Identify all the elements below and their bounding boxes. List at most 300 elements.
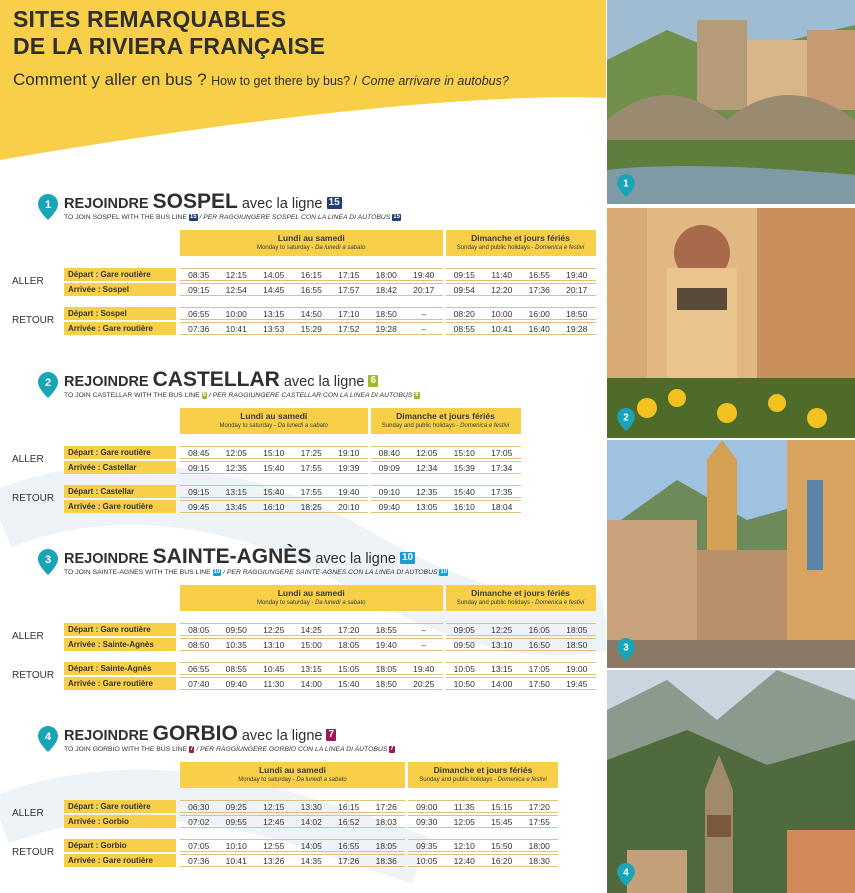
section-subheading <box>64 214 401 221</box>
time-cell: 19:40 <box>413 270 435 280</box>
time-cell: 19:00 <box>566 664 588 674</box>
time-cell: 17:50 <box>528 679 550 689</box>
time-cell: 07:36 <box>188 324 210 334</box>
time-cell: 18:05 <box>566 625 588 635</box>
sunday-times-row <box>371 461 521 474</box>
sunday-header <box>408 762 558 788</box>
section-heading <box>64 368 378 392</box>
location-pin-icon <box>617 638 635 661</box>
time-cell: 16:20 <box>491 856 513 866</box>
heading-place: SAINTE-AGNÈS <box>152 545 312 568</box>
time-cell: 10:41 <box>491 324 513 334</box>
time-cell: 13:15 <box>491 664 513 674</box>
time-cell: 07:40 <box>188 679 210 689</box>
sunday-header <box>446 585 596 611</box>
time-cell: 09:50 <box>453 640 475 650</box>
sunday-times-row <box>446 322 596 335</box>
time-cell: 19:40 <box>338 487 360 497</box>
location-pin-icon <box>38 372 58 398</box>
row-label: Départ : Castellar <box>64 485 176 498</box>
sunday-title: Dimanche et jours fériés <box>433 765 533 775</box>
weekday-times-row <box>180 854 405 867</box>
sunday-times-row <box>446 638 596 651</box>
direction-aller: ALLER <box>12 808 44 819</box>
time-cell: 11:35 <box>453 802 475 812</box>
weekday-subtitle-it: Da lunedì a sabato <box>315 600 366 606</box>
time-cell: 09:09 <box>378 463 400 473</box>
subtitle-fr: Comment y aller en bus ? <box>13 70 207 89</box>
sunday-times-row <box>371 446 521 459</box>
time-cell: 10:50 <box>453 679 475 689</box>
time-cell: 16:10 <box>453 502 475 512</box>
time-cell: 18:50 <box>566 640 588 650</box>
direction-retour: RETOUR <box>12 493 55 504</box>
weekday-subtitle-it: Da lunedì a sabato <box>296 777 347 783</box>
time-cell: 18:25 <box>300 502 322 512</box>
section-heading <box>64 190 342 214</box>
svg-text:2: 2 <box>44 377 52 389</box>
svg-text:3: 3 <box>44 554 52 566</box>
time-cell: – <box>421 640 427 650</box>
weekday-subtitle-it: Da lunedì a sabato <box>277 423 328 429</box>
time-cell: 17:26 <box>338 856 360 866</box>
page-title <box>13 6 325 60</box>
sunday-times-row <box>371 485 521 498</box>
time-cell: 10:05 <box>416 856 438 866</box>
time-cell: 08:35 <box>188 270 210 280</box>
time-cell: 09:15 <box>188 463 210 473</box>
bus-line-badge-small: 10 <box>440 569 448 575</box>
title-line-1: SITES REMARQUABLES <box>13 6 287 32</box>
route-section-4 <box>10 722 600 882</box>
section-subheading <box>64 392 420 399</box>
sunday-title: Dimanche et jours fériés <box>471 588 570 598</box>
weekday-header <box>180 408 368 434</box>
time-cell: 12:05 <box>225 448 247 458</box>
location-pin-icon <box>38 194 58 220</box>
time-cell: 13:15 <box>263 309 285 319</box>
subheading-en: TO JOIN SAINTE-AGNES WITH THE BUS LINE <box>64 569 213 576</box>
time-cell: 16:52 <box>338 817 360 827</box>
time-cell: 08:45 <box>188 448 210 458</box>
row-label: Arrivée : Gare routière <box>64 500 176 513</box>
time-cell: 17:05 <box>528 664 550 674</box>
heading-lead: REJOINDRE <box>64 374 153 390</box>
time-cell: 20:10 <box>338 502 360 512</box>
time-cell: 06:55 <box>188 664 210 674</box>
sunday-subtitle-it: Domenica e festivi <box>535 600 585 606</box>
time-cell: 17:57 <box>338 285 360 295</box>
time-cell: 14:02 <box>300 817 322 827</box>
time-cell: – <box>421 309 427 319</box>
time-cell: 17:55 <box>300 463 322 473</box>
heading-place: GORBIO <box>152 722 238 745</box>
heading-avec: avec la ligne <box>237 196 327 212</box>
time-cell: 17:10 <box>338 309 360 319</box>
time-cell: 19:28 <box>375 324 397 334</box>
sunday-times-row <box>446 283 596 296</box>
time-cell: 15:29 <box>300 324 322 334</box>
time-cell: 07:36 <box>188 856 210 866</box>
time-cell: – <box>421 625 427 635</box>
time-cell: 19:40 <box>413 664 435 674</box>
gorbio-valley-photo <box>607 670 855 893</box>
time-cell: 20:17 <box>566 285 588 295</box>
location-pin-icon <box>617 174 635 197</box>
time-cell: 18:55 <box>375 625 397 635</box>
time-cell: 13:15 <box>225 487 247 497</box>
sunday-times-row <box>408 839 558 852</box>
time-cell: 14:35 <box>300 856 322 866</box>
row-label: Arrivée : Gare routière <box>64 677 176 690</box>
weekday-times-row <box>180 283 443 296</box>
time-cell: 09:40 <box>225 679 247 689</box>
time-cell: 15:40 <box>453 487 475 497</box>
time-cell: 16:15 <box>300 270 322 280</box>
svg-text:1: 1 <box>44 199 52 211</box>
sunday-times-row <box>446 677 596 690</box>
time-cell: 12:05 <box>453 817 475 827</box>
time-cell: 13:53 <box>263 324 285 334</box>
weekday-times-row <box>180 307 443 320</box>
location-pin-icon <box>617 863 635 886</box>
subheading-en: TO JOIN CASTELLAR WITH THE BUS LINE <box>64 392 202 399</box>
row-label: Départ : Gare routière <box>64 623 176 636</box>
time-cell: 13:05 <box>416 502 438 512</box>
row-label: Départ : Sainte-Agnès <box>64 662 176 675</box>
time-cell: 15:05 <box>338 664 360 674</box>
route-section-1 <box>10 190 600 350</box>
time-cell: 16:15 <box>338 802 360 812</box>
time-cell: 19:40 <box>566 270 588 280</box>
time-cell: 17:55 <box>300 487 322 497</box>
time-cell: 16:10 <box>263 502 285 512</box>
row-label: Départ : Gorbio <box>64 839 176 852</box>
time-cell: 18:50 <box>375 309 397 319</box>
time-cell: 19:39 <box>338 463 360 473</box>
time-cell: 09:15 <box>188 487 210 497</box>
sunday-times-row <box>446 662 596 675</box>
sunday-header <box>446 230 596 256</box>
time-cell: 18:05 <box>338 640 360 650</box>
weekday-header <box>180 585 443 611</box>
time-cell: 19:40 <box>375 640 397 650</box>
row-label: Arrivée : Sospel <box>64 283 176 296</box>
sunday-times-row <box>371 500 521 513</box>
weekday-header <box>180 230 443 256</box>
heading-lead: REJOINDRE <box>64 728 153 744</box>
bus-line-badge: 15 <box>328 197 340 208</box>
time-cell: 12:35 <box>416 487 438 497</box>
time-cell: 15:39 <box>453 463 475 473</box>
sunday-times-row <box>446 623 596 636</box>
bus-line-badge-small: 7 <box>190 746 194 752</box>
section-subheading <box>64 569 448 576</box>
location-pin-icon <box>38 549 58 575</box>
weekday-times-row <box>180 446 368 459</box>
weekday-times-row <box>180 800 405 813</box>
time-cell: 18:36 <box>375 856 397 866</box>
direction-retour: RETOUR <box>12 847 55 858</box>
heading-avec: avec la ligne <box>237 728 327 744</box>
sunday-times-row <box>408 800 558 813</box>
time-cell: 12:20 <box>491 285 513 295</box>
weekday-times-row <box>180 815 405 828</box>
location-pin-icon <box>617 408 635 431</box>
sunday-subtitle: Sunday and public holidays - Domenica e festivi <box>456 245 585 251</box>
time-cell: 17:20 <box>528 802 550 812</box>
time-cell: 13:10 <box>491 640 513 650</box>
title-line-2: DE LA RIVIERA FRANÇAISE <box>13 33 326 59</box>
bus-line-badge: 7 <box>328 729 335 740</box>
section-heading <box>64 722 336 746</box>
sunday-times-row <box>408 815 558 828</box>
svg-text:1: 1 <box>623 178 629 190</box>
time-cell: 15:40 <box>263 463 285 473</box>
time-cell: 15:10 <box>263 448 285 458</box>
weekday-times-row <box>180 268 443 281</box>
weekday-times-row <box>180 662 443 675</box>
sunday-subtitle: Sunday and public holidays - Domenica e festivi <box>419 777 547 783</box>
weekday-title: Lundi au samedi <box>277 588 345 598</box>
weekday-subtitle-it: Da lunedì a sabato <box>315 245 366 251</box>
bus-line-badge: 6 <box>370 375 377 386</box>
time-cell: 12:15 <box>263 802 285 812</box>
sunday-title: Dimanche et jours fériés <box>396 411 495 421</box>
weekday-times-row <box>180 500 368 513</box>
time-cell: 18:05 <box>375 841 397 851</box>
sospel-bridge-photo <box>607 0 855 204</box>
row-label: Arrivée : Gare routière <box>64 854 176 867</box>
time-cell: 12:54 <box>225 285 247 295</box>
time-cell: 18:05 <box>375 664 397 674</box>
time-cell: 12:25 <box>491 625 513 635</box>
time-cell: 18:00 <box>528 841 550 851</box>
time-cell: 17:05 <box>491 448 513 458</box>
time-cell: 09:10 <box>378 487 400 497</box>
route-section-3 <box>10 545 600 705</box>
time-cell: 10:05 <box>453 664 475 674</box>
time-cell: 06:30 <box>188 802 210 812</box>
time-cell: 11:40 <box>491 270 513 280</box>
time-cell: 15:40 <box>263 487 285 497</box>
time-cell: 10:00 <box>491 309 513 319</box>
time-cell: 18:50 <box>375 679 397 689</box>
location-pin-icon <box>38 726 58 752</box>
direction-aller: ALLER <box>12 631 44 642</box>
subheading-it: / PER RAGGIUNGERE GORBIO CON LA LINEA DI AUTOBUS <box>194 746 390 753</box>
time-cell: 15:50 <box>491 841 513 851</box>
sunday-header <box>371 408 521 434</box>
weekday-times-row <box>180 322 443 335</box>
subtitle-it: Come arrivare in autobus? <box>361 74 509 88</box>
time-cell: 12:45 <box>263 817 285 827</box>
time-cell: 10:10 <box>225 841 247 851</box>
time-cell: 15:15 <box>491 802 513 812</box>
time-cell: 12:10 <box>453 841 475 851</box>
sunday-subtitle: Sunday and public holidays - Domenica e festivi <box>381 423 510 429</box>
time-cell: 17:55 <box>528 817 550 827</box>
row-label: Arrivée : Sainte-Agnès <box>64 638 176 651</box>
time-cell: 18:42 <box>375 285 397 295</box>
subheading-it: / PER RAGGIUNGERE SOSPEL CON LA LINEA DI AUTOBUS <box>197 214 393 221</box>
weekday-title: Lundi au samedi <box>240 411 308 421</box>
time-cell: 14:25 <box>300 625 322 635</box>
time-cell: 17:34 <box>491 463 513 473</box>
sunday-times-row <box>446 268 596 281</box>
weekday-subtitle: Monday to saturday - Da lunedì a sabato <box>219 423 328 429</box>
time-cell: 18:00 <box>375 270 397 280</box>
time-cell: 13:30 <box>300 802 322 812</box>
svg-text:4: 4 <box>44 731 52 743</box>
time-cell: 13:26 <box>263 856 285 866</box>
time-cell: 07:05 <box>188 841 210 851</box>
time-cell: 13:15 <box>300 664 322 674</box>
bus-line-badge-small: 6 <box>202 392 206 398</box>
subheading-it: / PER RAGGIUNGERE CASTELLAR CON LA LINEA DI AUTOBUS <box>206 392 415 399</box>
time-cell: 09:40 <box>378 502 400 512</box>
time-cell: 09:25 <box>225 802 247 812</box>
weekday-times-row <box>180 839 405 852</box>
time-cell: 06:55 <box>188 309 210 319</box>
time-cell: 08:20 <box>453 309 475 319</box>
time-cell: 12:55 <box>263 841 285 851</box>
sunday-subtitle: Sunday and public holidays - Domenica e festivi <box>456 600 585 606</box>
time-cell: 17:25 <box>300 448 322 458</box>
weekday-subtitle: Monday to saturday - Da lunedì a sabato <box>257 245 366 251</box>
direction-aller: ALLER <box>12 276 44 287</box>
weekday-subtitle: Monday to saturday - Da lunedì a sabato <box>238 777 347 783</box>
time-cell: 17:20 <box>338 625 360 635</box>
time-cell: 16:55 <box>528 270 550 280</box>
weekday-times-row <box>180 461 368 474</box>
time-cell: 10:35 <box>225 640 247 650</box>
time-cell: 14:05 <box>263 270 285 280</box>
time-cell: 14:00 <box>300 679 322 689</box>
heading-place: SOSPEL <box>152 190 238 213</box>
time-cell: 15:45 <box>491 817 513 827</box>
time-cell: 09:00 <box>416 802 438 812</box>
time-cell: 16:50 <box>528 640 550 650</box>
time-cell: 19:28 <box>566 324 588 334</box>
time-cell: 17:26 <box>375 802 397 812</box>
time-cell: 10:41 <box>225 856 247 866</box>
row-label: Arrivée : Castellar <box>64 461 176 474</box>
time-cell: 18:03 <box>375 817 397 827</box>
svg-text:4: 4 <box>623 867 629 879</box>
time-cell: 08:05 <box>188 625 210 635</box>
heading-lead: REJOINDRE <box>64 551 153 567</box>
time-cell: 19:10 <box>338 448 360 458</box>
time-cell: 09:15 <box>453 270 475 280</box>
weekday-title: Lundi au samedi <box>258 765 327 775</box>
castellar-village-photo <box>607 208 855 438</box>
direction-aller: ALLER <box>12 454 44 465</box>
time-cell: 14:05 <box>300 841 322 851</box>
direction-retour: RETOUR <box>12 315 55 326</box>
time-cell: 20:17 <box>413 285 435 295</box>
time-cell: 15:10 <box>453 448 475 458</box>
sunday-subtitle-it: Domenica e festivi <box>460 423 510 429</box>
bus-line-badge-small: 6 <box>415 392 419 398</box>
row-label: Arrivée : Gorbio <box>64 815 176 828</box>
time-cell: 16:05 <box>528 625 550 635</box>
time-cell: 17:35 <box>491 487 513 497</box>
time-cell: 08:50 <box>188 640 210 650</box>
time-cell: 08:55 <box>453 324 475 334</box>
sunday-times-row <box>446 307 596 320</box>
time-cell: 14:00 <box>491 679 513 689</box>
route-section-2 <box>10 368 600 528</box>
time-cell: 09:45 <box>188 502 210 512</box>
weekday-header <box>180 762 405 788</box>
subheading-en: TO JOIN GORBIO WITH THE BUS LINE <box>64 746 190 753</box>
weekday-title: Lundi au samedi <box>277 233 345 243</box>
time-cell: 09:55 <box>225 817 247 827</box>
time-cell: 16:55 <box>300 285 322 295</box>
time-cell: 08:40 <box>378 448 400 458</box>
heading-place: CASTELLAR <box>152 368 280 391</box>
time-cell: 12:40 <box>453 856 475 866</box>
row-label: Départ : Gare routière <box>64 446 176 459</box>
time-cell: 18:30 <box>528 856 550 866</box>
weekday-times-row <box>180 677 443 690</box>
time-cell: 09:50 <box>225 625 247 635</box>
time-cell: 12:05 <box>416 448 438 458</box>
time-cell: 14:45 <box>263 285 285 295</box>
time-cell: – <box>421 324 427 334</box>
time-cell: 14:50 <box>300 309 322 319</box>
heading-avec: avec la ligne <box>279 374 369 390</box>
weekday-times-row <box>180 623 443 636</box>
time-cell: 10:00 <box>225 309 247 319</box>
time-cell: 12:34 <box>416 463 438 473</box>
time-cell: 18:04 <box>491 502 513 512</box>
time-cell: 17:36 <box>528 285 550 295</box>
time-cell: 10:45 <box>263 664 285 674</box>
time-cell: 09:35 <box>416 841 438 851</box>
direction-retour: RETOUR <box>12 670 55 681</box>
page-subtitle <box>13 70 509 90</box>
time-cell: 15:40 <box>338 679 360 689</box>
time-cell: 12:35 <box>225 463 247 473</box>
time-cell: 09:30 <box>416 817 438 827</box>
subheading-it: / PER RAGGIUNGERE SAINTE-AGNES CON LA LINEA DI AUTOBUS <box>221 569 440 576</box>
time-cell: 15:00 <box>300 640 322 650</box>
bus-line-badge: 10 <box>402 552 414 563</box>
subheading-en: TO JOIN SOSPEL WITH THE BUS LINE <box>64 214 189 221</box>
time-cell: 10:41 <box>225 324 247 334</box>
sainte-agnes-alley-photo <box>607 440 855 668</box>
heading-lead: REJOINDRE <box>64 196 153 212</box>
time-cell: 19:45 <box>566 679 588 689</box>
row-label: Arrivée : Gare routière <box>64 322 176 335</box>
time-cell: 12:25 <box>263 625 285 635</box>
svg-text:3: 3 <box>623 642 629 654</box>
time-cell: 09:54 <box>453 285 475 295</box>
time-cell: 08:55 <box>225 664 247 674</box>
time-cell: 07:02 <box>188 817 210 827</box>
time-cell: 17:15 <box>338 270 360 280</box>
time-cell: 09:15 <box>188 285 210 295</box>
section-subheading <box>64 746 395 753</box>
row-label: Départ : Gare routière <box>64 268 176 281</box>
sunday-times-row <box>408 854 558 867</box>
svg-text:2: 2 <box>623 412 629 424</box>
time-cell: 16:55 <box>338 841 360 851</box>
subtitle-en: How to get there by bus? / <box>211 74 358 88</box>
time-cell: 16:40 <box>528 324 550 334</box>
